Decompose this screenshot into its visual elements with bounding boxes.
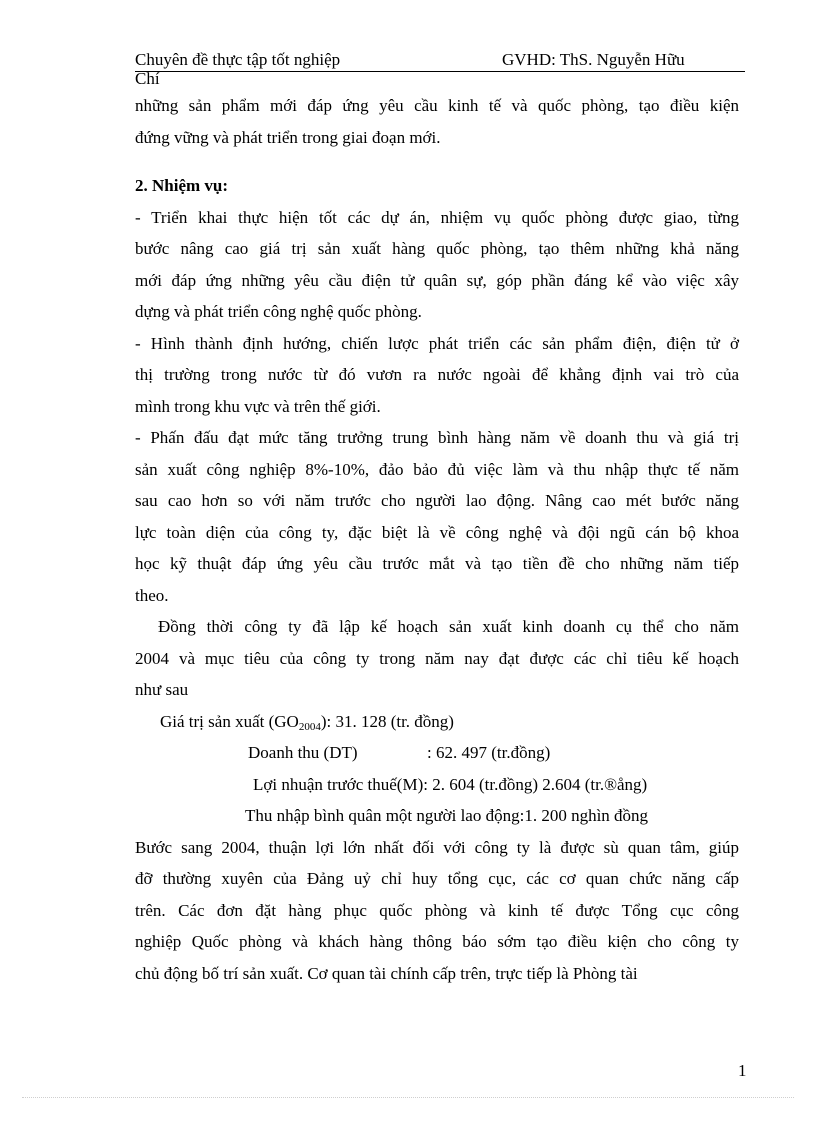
- paragraph-line: chủ động bố trí sản xuất. Cơ quan tài chính cấp trên, trực tiếp là Phòng tài: [135, 963, 638, 983]
- income-line: Thu nhập bình quân một người lao động:1. 200 nghìn đồng: [245, 806, 649, 825]
- header-underline: [135, 71, 745, 72]
- bullet-line: sản xuất công nghiệp 8%-10%, đảo bảo đủ việc làm và thu nhập thực tế năm: [135, 459, 739, 479]
- production-value-subscript: 2004: [298, 720, 321, 733]
- paragraph-line: đỡ thường xuyên của Đảng uỷ chỉ huy tổng cục, các cơ quan chức năng cấp: [135, 869, 739, 888]
- paragraph-line: trên. Các đơn đặt hàng phục quốc phòng và kinh tế được Tổng cục công: [135, 900, 739, 920]
- paragraph-line: 2004 và mục tiêu của công ty trong năm nay đạt được các chỉ tiêu kế hoạch: [135, 648, 739, 668]
- page-bottom-divider: [22, 1097, 794, 1098]
- paragraph-line: nghiệp Quốc phòng và khách hàng thông báo sớm tạo điều kiện cho công ty: [135, 932, 739, 951]
- paragraph-line: Bước sang 2004, thuận lợi lớn nhất đối với công ty là được sù quan tâm, giúp: [135, 837, 739, 857]
- paragraph-line: như sau: [135, 680, 189, 699]
- bullet-line: - Hình thành định hướng, chiến lược phát triển các sản phẩm điện, điện tử ở: [135, 333, 739, 353]
- bullet-line: bước nâng cao giá trị sản xuất hàng quốc phòng, tạo thêm những khả năng: [135, 239, 739, 258]
- paragraph-gap: [135, 153, 739, 170]
- bullet-line: sau cao hơn so với năm trước cho người lao động. Nâng cao mét bước năng: [135, 491, 739, 510]
- bullet-line: lực toàn diện của công ty, đặc biệt là về công nghệ và đội ngũ cán bộ khoa: [135, 522, 739, 542]
- production-value-line: [135, 706, 739, 738]
- production-value-label: Giá trị sản xuất (GO: [160, 711, 299, 731]
- paragraph-line: đứng vững và phát triển trong giai đoạn mới.: [135, 127, 441, 147]
- bullet-line: theo.: [135, 585, 169, 605]
- bullet-line: mới đáp ứng những yêu cầu điện tử quân sự, góp phần đáng kể vào việc xây: [135, 270, 739, 290]
- production-value-amount: ): 31. 128 (tr. đồng): [320, 711, 454, 731]
- header-supervisor: GVHD: ThS. Nguyễn Hữu: [502, 50, 685, 69]
- revenue-label: Doanh thu (DT): [248, 743, 358, 762]
- paragraph-line: những sản phẩm mới đáp ứng yêu cầu kinh tế và quốc phòng, tạo điều kiện: [135, 96, 739, 115]
- paragraph-line: Đồng thời công ty đã lập kế hoạch sản xuất kinh doanh cụ thể cho năm: [158, 617, 739, 636]
- bullet-line: thị trường trong nước từ đó vươn ra nước ngoài để khẳng định vai trò của: [135, 365, 739, 384]
- bullet-line: dựng và phát triển công nghệ quốc phòng.: [135, 302, 422, 321]
- bullet-line: học kỹ thuật đáp ứng yêu cầu trước mắt và tạo tiền đề cho những năm tiếp: [135, 554, 739, 573]
- bullet-line: - Triển khai thực hiện tốt các dự án, nhiệm vụ quốc phòng được giao, từng: [135, 207, 739, 227]
- revenue-line: [135, 737, 739, 769]
- section-heading: 2. Nhiệm vụ:: [135, 176, 229, 195]
- bullet-line: mình trong khu vực và trên thế giới.: [135, 396, 381, 416]
- page-number: 1: [738, 1061, 747, 1080]
- revenue-value: : 62. 497 (tr.đồng): [427, 743, 551, 762]
- header-supervisor-wrap: Chí: [135, 69, 160, 88]
- profit-line: Lợi nhuận trước thuế(M): 2. 604 (tr.đồng) 2.604 (tr.®ång): [253, 774, 648, 794]
- header-title: Chuyên đề thực tập tốt nghiệp: [135, 50, 341, 69]
- document-body: [135, 90, 739, 989]
- bullet-line: - Phấn đấu đạt mức tăng trưởng trung bình hàng năm về doanh thu và giá trị: [135, 428, 739, 447]
